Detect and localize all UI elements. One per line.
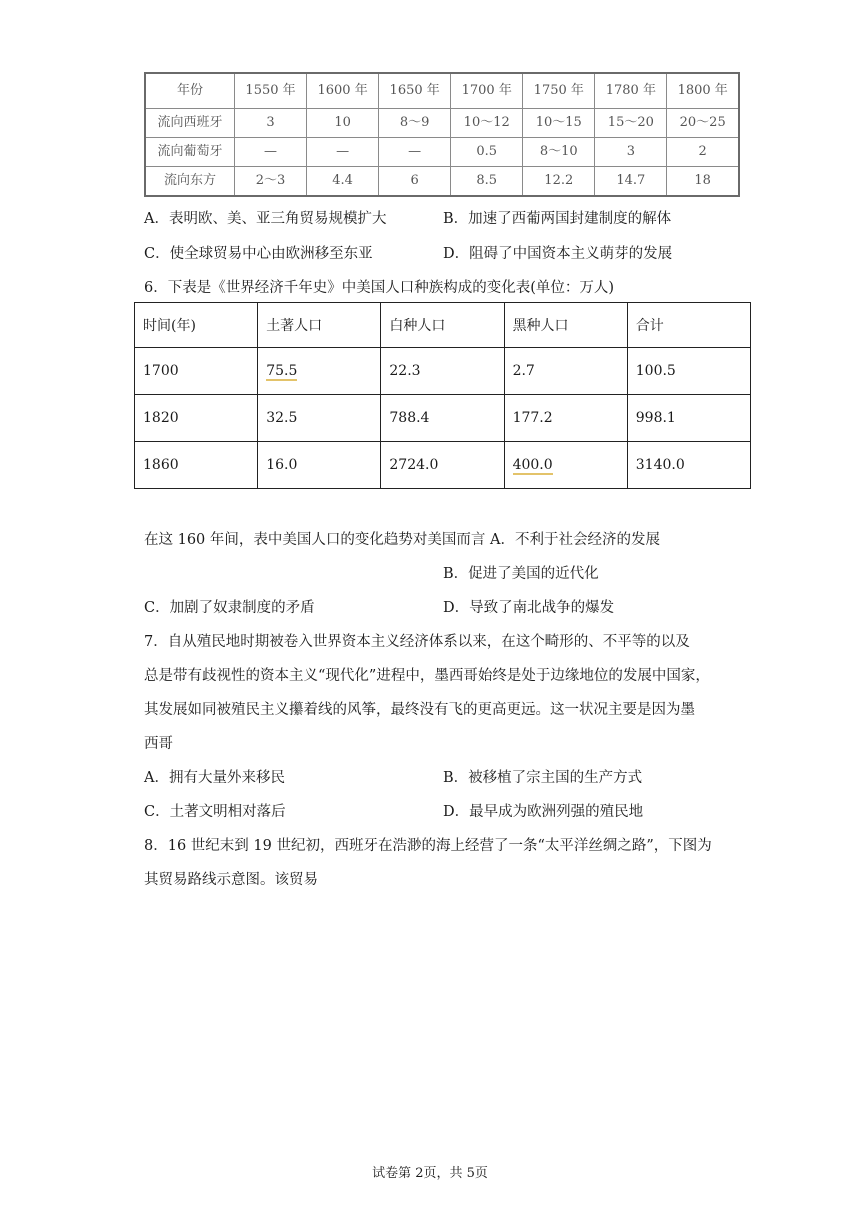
population-table [134, 302, 751, 489]
q7-stem-line: 总是带有歧视性的资本主义“现代化”进程中，墨西哥始终是处于边缘地位的发展中国家， [144, 668, 710, 684]
table-cell: 4.4 [307, 167, 379, 197]
table-header-row [135, 303, 751, 348]
table-header-cell: 年份 [145, 73, 235, 109]
table-cell: 2.7 [504, 348, 627, 395]
table-row [145, 138, 739, 167]
q6-stem: 6．下表是《世界经济千年史》中美国人口种族构成的变化表(单位：万人) [144, 280, 615, 296]
table-header-cell: 1750 年 [523, 73, 595, 109]
table-cell: 8.5 [451, 167, 523, 197]
q6-option-d[interactable]: D．导致了南北战争的爆发 [443, 600, 615, 616]
table-header-cell: 时间(年) [135, 303, 258, 348]
q5-option-a[interactable]: A．表明欧、美、亚三角贸易规模扩大 [144, 211, 387, 227]
table-cell: 10 [307, 109, 379, 138]
table-cell: 1820 [135, 395, 258, 442]
q6-option-c[interactable]: C．加剧了奴隶制度的矛盾 [144, 600, 315, 616]
table-cell: 流向东方 [145, 167, 235, 197]
q6-option-b[interactable]: B．促进了美国的近代化 [443, 566, 599, 582]
table-row [135, 442, 751, 489]
table-cell: 10～12 [451, 109, 523, 138]
table-cell: 2 [667, 138, 739, 167]
table-cell: 16.0 [258, 442, 381, 489]
q5-option-c[interactable]: C．使全球贸易中心由欧洲移至东亚 [144, 246, 373, 262]
table-cell: — [235, 138, 307, 167]
table-cell: 22.3 [381, 348, 504, 395]
silver-flow-table [144, 72, 740, 197]
table-cell: — [307, 138, 379, 167]
table-cell: 10～15 [523, 109, 595, 138]
table-cell: 20～25 [667, 109, 739, 138]
q8-stem-line: 其贸易路线示意图。该贸易 [144, 872, 318, 888]
table-cell: 流向西班牙 [145, 109, 235, 138]
table-row [145, 167, 739, 197]
table-cell: 100.5 [627, 348, 750, 395]
table-row [135, 395, 751, 442]
q6-prompt-with-option-a[interactable]: 在这 160 年间，表中美国人口的变化趋势对美国而言 A．不利于社会经济的发展 [144, 532, 660, 548]
q5-option-b[interactable]: B．加速了西葡两国封建制度的解体 [443, 211, 672, 227]
table-header-cell: 合计 [627, 303, 750, 348]
table-row [135, 348, 751, 395]
table-header-cell: 土著人口 [258, 303, 381, 348]
table-cell: 15～20 [595, 109, 667, 138]
table-cell [504, 442, 627, 489]
table-cell: 12.2 [523, 167, 595, 197]
table-cell: — [379, 138, 451, 167]
table-cell: 0.5 [451, 138, 523, 167]
q7-option-d[interactable]: D．最早成为欧洲列强的殖民地 [443, 804, 644, 820]
table-row [145, 109, 739, 138]
table-cell: 6 [379, 167, 451, 197]
q7-stem-line: 西哥 [144, 736, 173, 752]
table-header-cell: 白种人口 [381, 303, 504, 348]
table-cell: 8～10 [523, 138, 595, 167]
q7-stem-line: 其发展如同被殖民主义攥着线的风筝，最终没有飞的更高更远。这一状况主要是因为墨 [144, 702, 695, 718]
table-cell: 1700 [135, 348, 258, 395]
table-cell: 14.7 [595, 167, 667, 197]
table-cell: 2～3 [235, 167, 307, 197]
table-cell: 8～9 [379, 109, 451, 138]
table-header-cell: 1800 年 [667, 73, 739, 109]
table-cell [258, 348, 381, 395]
q5-option-d[interactable]: D．阻碍了中国资本主义萌芽的发展 [443, 246, 673, 262]
q7-option-a[interactable]: A．拥有大量外来移民 [144, 770, 285, 786]
table-cell: 177.2 [504, 395, 627, 442]
highlighted-value: 400.0 [512, 457, 553, 473]
table-cell: 3 [235, 109, 307, 138]
table-cell: 788.4 [381, 395, 504, 442]
table-header-cell: 1650 年 [379, 73, 451, 109]
table-cell: 流向葡萄牙 [145, 138, 235, 167]
q7-option-c[interactable]: C．土著文明相对落后 [144, 804, 286, 820]
table-cell: 1860 [135, 442, 258, 489]
table-header-cell: 黑种人口 [504, 303, 627, 348]
page-footer: 试卷第 2页，共 5页 [372, 1166, 488, 1181]
table-cell: 998.1 [627, 395, 750, 442]
q7-option-b[interactable]: B．被移植了宗主国的生产方式 [443, 770, 643, 786]
table-header-cell: 1550 年 [235, 73, 307, 109]
table-cell: 18 [667, 167, 739, 197]
table-header-cell: 1780 年 [595, 73, 667, 109]
q7-stem-line: 7．自从殖民地时期被卷入世界资本主义经济体系以来，在这个畸形的、不平等的以及 [144, 634, 690, 650]
q8-stem-line: 8．16 世纪末到 19 世纪初，西班牙在浩渺的海上经营了一条“太平洋丝绸之路”，下图为 [144, 838, 712, 854]
table-header-cell: 1700 年 [451, 73, 523, 109]
table-cell: 32.5 [258, 395, 381, 442]
table-header-cell: 1600 年 [307, 73, 379, 109]
highlighted-value: 75.5 [266, 363, 298, 379]
table-cell: 3 [595, 138, 667, 167]
table-cell: 2724.0 [381, 442, 504, 489]
table-header-row [145, 73, 739, 109]
table-cell: 3140.0 [627, 442, 750, 489]
